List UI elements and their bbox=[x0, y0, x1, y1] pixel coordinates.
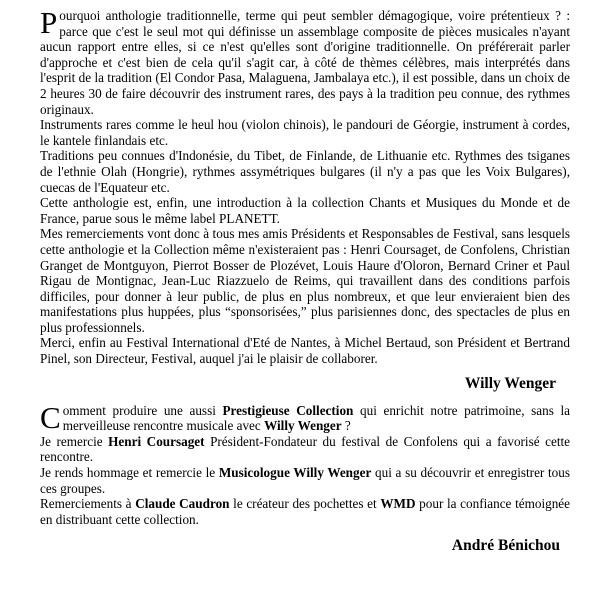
dropcap-p: P bbox=[40, 5, 58, 40]
emphasis-henri-coursaget: Henri Coursaget bbox=[108, 433, 205, 449]
emphasis-prestigieuse-collection: Prestigieuse Collection bbox=[222, 402, 354, 418]
emphasis-wmd: WMD bbox=[380, 496, 416, 512]
text-run: Président-Fondateur du festival de Confolens qui a favorisé cette rencontre. bbox=[40, 433, 570, 465]
emphasis-musicologue-willy-wenger: Musicologue Willy Wenger bbox=[218, 465, 372, 481]
paragraph: Cette anthologie est, enfin, une introduction à la collection Chants et Musiques du Monde et de France, parue sous le même label PLANETT. bbox=[40, 195, 570, 226]
emphasis-willy-wenger: Willy Wenger bbox=[264, 418, 342, 434]
paragraph: Instruments rares comme le heul hou (violon chinois), le pandouri de Géorgie, instrument à cordes, le kantele finlandais etc. bbox=[40, 117, 570, 148]
text-run: Je rends hommage et remercie le bbox=[40, 465, 219, 481]
paragraph bbox=[40, 496, 570, 527]
text-run: omment produire une aussi bbox=[62, 402, 223, 418]
signature-andre-benichou: André Bénichou bbox=[451, 537, 560, 555]
paragraph: Traditions peu connues d'Indonésie, du Tibet, de Finlande, de Lithuanie etc. Rythmes des tsiganes de l'ethnie Olah (Hongrie), rythmes assymétriques bulgares (il n'y a pas que les Voix Bulgares), cuecas de l'Equateur etc. bbox=[40, 148, 570, 195]
text-run: Remerciements à bbox=[40, 496, 136, 512]
paragraph bbox=[40, 434, 570, 465]
text-run: qui enrichit notre patrimoine, sans la merveilleuse rencontre musicale avec bbox=[62, 402, 570, 434]
signature-willy-wenger: Willy Wenger bbox=[464, 374, 556, 392]
paragraph: ourquoi anthologie traditionnelle, terme qui peut sembler démagogique, voire prétentieux ? : parce que c'est le seul mot qui définisse un assemblage composite de pièces musicales n'ayant aucun rapport entre elles, si ce n'est qu'elles sont d'origine traditionnelle. On préférerait parler d'approche et c'est bien de cela qu'il s'agit car, à côté de thèmes célèbres, mais interprétés dans l'esprit de la tradition (El Condor Pasa, Malaguena, Jambalaya etc.), il est possible, dans un choix de 2 heures 30 de faire découvrir des instrument rares, des pays à la tradition peu connue, des rythmes originaux. bbox=[40, 8, 570, 117]
paragraph: Merci, enfin au Festival International d'Eté de Nantes, à Michel Bertaud, son Président et Bertrand Pinel, son Directeur, Festival, auquel j'ai le plaisir de collaborer. bbox=[40, 335, 570, 367]
text-run: qui a su découvrir et enregistrer tous ces groupes. bbox=[40, 465, 570, 496]
text-run: le créateur des pochettes et bbox=[229, 496, 381, 512]
paragraph: Mes remerciements vont donc à tous mes amis Présidents et Responsables de Festival, sans lesquels cette anthologie et la Collection même n'existeraient pas : Henri Coursaget, de Confolens, Christian Granget de Montguyon, Pierrot Bosser de Plozévet, Louis Haure d'Oloron, Bernard Criner et Paul Rigau de Montignac, Jean-Luc Riazzuelo de Reims, qui travaillent dans des conditions parfois difficiles, pour donner à leur public, de plus en plus nombreux, et que leur envieraient bien des manifestations plus huppées, plus “sponsorisées,” plus parisiennes donc, des spectacles de plus en plus professionnels. bbox=[40, 226, 570, 335]
text-run: pour la confiance témoignée en distribuant cette collection. bbox=[40, 496, 570, 527]
text-run: ? bbox=[341, 418, 351, 434]
paragraph bbox=[40, 399, 570, 435]
liner-notes-section-two bbox=[40, 399, 570, 528]
liner-notes-section-one bbox=[40, 5, 570, 367]
emphasis-claude-caudron: Claude Caudron bbox=[135, 496, 230, 512]
paragraph bbox=[40, 465, 570, 496]
text-run: Je remercie bbox=[40, 433, 109, 449]
dropcap-c: C bbox=[40, 399, 61, 435]
